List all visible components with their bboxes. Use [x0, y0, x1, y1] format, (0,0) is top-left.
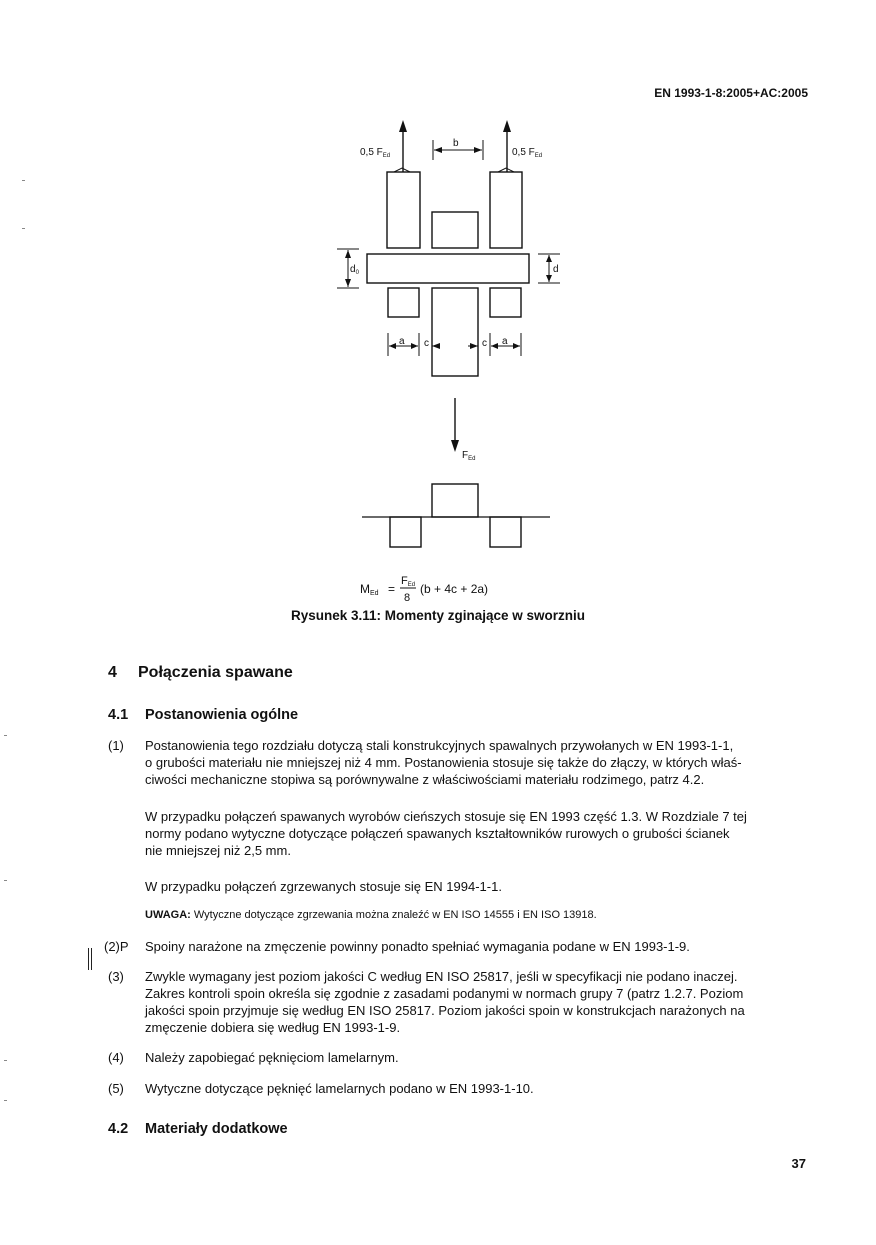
formula-tail: (b + 4c + 2a) — [420, 582, 489, 596]
force-arrowhead-left — [399, 120, 407, 132]
document-reference: EN 1993-1-8:2005+AC:2005 — [654, 86, 808, 100]
section-number: 4.1 — [108, 707, 129, 723]
text-line: Należy zapobiegać pęknięciom lamelarnym. — [145, 1050, 399, 1065]
middle-plate-top — [432, 212, 478, 248]
middle-plate-lower — [432, 288, 478, 376]
outer-plate-lower-left — [388, 288, 419, 317]
paragraph-1-cont-a — [145, 808, 810, 859]
paragraph-5 — [145, 1080, 810, 1097]
text-line: o grubości materiału nie mniejszej niż 4 mm. Postanowienia stosuje się także do złączy, w których właś- — [145, 755, 742, 770]
page-number: 37 — [791, 1156, 806, 1171]
text-line: Zakres kontroli spoin określa się zgodnie z zasadami podanymi w normach grupy 7 (patrz 1.2.7. Poziom — [145, 986, 744, 1001]
dim-a-left-label: a — [399, 336, 405, 347]
scan-mark — [4, 1060, 7, 1061]
scan-mark — [4, 880, 7, 881]
text-line: W przypadku połączeń spawanych wyrobów cieńszych stosuje się EN 1993 część 1.3. W Rozdziale 7 tej — [145, 809, 747, 824]
section-number: 4.2 — [108, 1121, 129, 1137]
text-line: jakości spoin przyjmuje się według EN ISO 25817. Poziom jakości spoin w konstrukcjach narażonych na — [145, 1003, 745, 1018]
paragraph-number: (1) — [108, 738, 124, 753]
section-number: 4 — [108, 664, 117, 681]
paragraph-number: (5) — [108, 1081, 124, 1096]
paragraph-1-cont-b — [145, 878, 810, 895]
dim-d-label: d — [553, 264, 559, 275]
dim-c-left-label: c — [424, 338, 429, 349]
change-bar — [88, 948, 92, 970]
force-half-left-label: 0,5 $F_{Ed}$ — [360, 147, 391, 159]
dim-b-label: b — [453, 138, 459, 149]
formula-eq: = — [388, 582, 396, 596]
text-line: normy podano wytyczne dotyczące połączeń spawanych kształtowników rurowych o grubości ścianek — [145, 826, 730, 841]
text-line: Zwykle wymagany jest poziom jakości C według EN ISO 25817, jeśli w specyfikacji nie podano inaczej. — [145, 969, 738, 984]
paragraph-number: (3) — [108, 969, 124, 984]
note-label: UWAGA: — [145, 909, 191, 921]
section-heading-4-2 — [108, 1121, 288, 1137]
formula-denominator: 8 — [404, 592, 411, 604]
moment-formula — [360, 575, 488, 604]
paragraph-4 — [145, 1049, 810, 1066]
paragraph-2 — [145, 938, 810, 955]
text-line: W przypadku połączeń zgrzewanych stosuje się EN 1994-1-1. — [145, 879, 502, 894]
paragraph-3 — [145, 968, 810, 1036]
text-line: Wytyczne dotyczące pęknięć lamelarnych podano w EN 1993-1-10. — [145, 1081, 534, 1096]
outer-plate-left — [387, 172, 420, 248]
paragraph-1 — [145, 737, 810, 788]
force-main-label: $F_{Ed}$ — [462, 450, 476, 462]
note — [145, 909, 810, 921]
section-title: Postanowienia ogólne — [145, 707, 299, 723]
paragraph-number: (2)P — [104, 939, 129, 954]
dim-d0-label: $d_0$ — [350, 264, 359, 276]
force-half-right-label: 0,5 $F_{Ed}$ — [512, 147, 543, 159]
section-title: Połączenia spawane — [138, 664, 293, 681]
text-line: ciwości mechaniczne stopiwa są porównywalne z właściwościami materiału rodzimego, patrz 4.2. — [145, 772, 705, 787]
text-line: zmęczenie dobiera się według EN 1993-1-9. — [145, 1020, 401, 1035]
force-arrowhead-main — [451, 440, 459, 452]
figure-caption: Rysunek 3.11: Momenty zginające w sworzniu — [290, 608, 586, 623]
load-block-bottom — [432, 484, 478, 517]
outer-plate-right — [490, 172, 522, 248]
scan-mark — [4, 735, 7, 736]
text-line: nie mniejszej niż 2,5 mm. — [145, 843, 291, 858]
paragraph-number: (4) — [108, 1050, 124, 1065]
text-line: Postanowienia tego rozdziału dotyczą stali konstrukcyjnych spawalnych przywołanych w EN 1993-1-1, — [145, 738, 734, 753]
dim-c-right-label: c — [482, 338, 487, 349]
scan-mark — [22, 228, 25, 229]
section-heading-4 — [108, 664, 293, 682]
dim-a-right-label: a — [502, 336, 508, 347]
formula-lhs: MEd — [360, 582, 379, 597]
note-text: Wytyczne dotyczące zgrzewania można znaleźć w EN ISO 14555 i EN ISO 13918. — [190, 909, 597, 921]
support-block-left — [390, 517, 421, 547]
section-heading-4-1 — [108, 707, 298, 723]
text-line: Spoiny narażone na zmęczenie powinny ponadto spełniać wymagania podane w EN 1993-1-9. — [145, 939, 690, 954]
support-block-right — [490, 517, 521, 547]
pin — [367, 254, 529, 283]
scan-mark — [4, 1100, 7, 1101]
scan-mark — [22, 180, 25, 181]
section-title: Materiały dodatkowe — [145, 1121, 288, 1137]
formula-numerator: FEd — [401, 575, 416, 588]
outer-plate-lower-right — [490, 288, 521, 317]
force-arrowhead-right — [503, 120, 511, 132]
